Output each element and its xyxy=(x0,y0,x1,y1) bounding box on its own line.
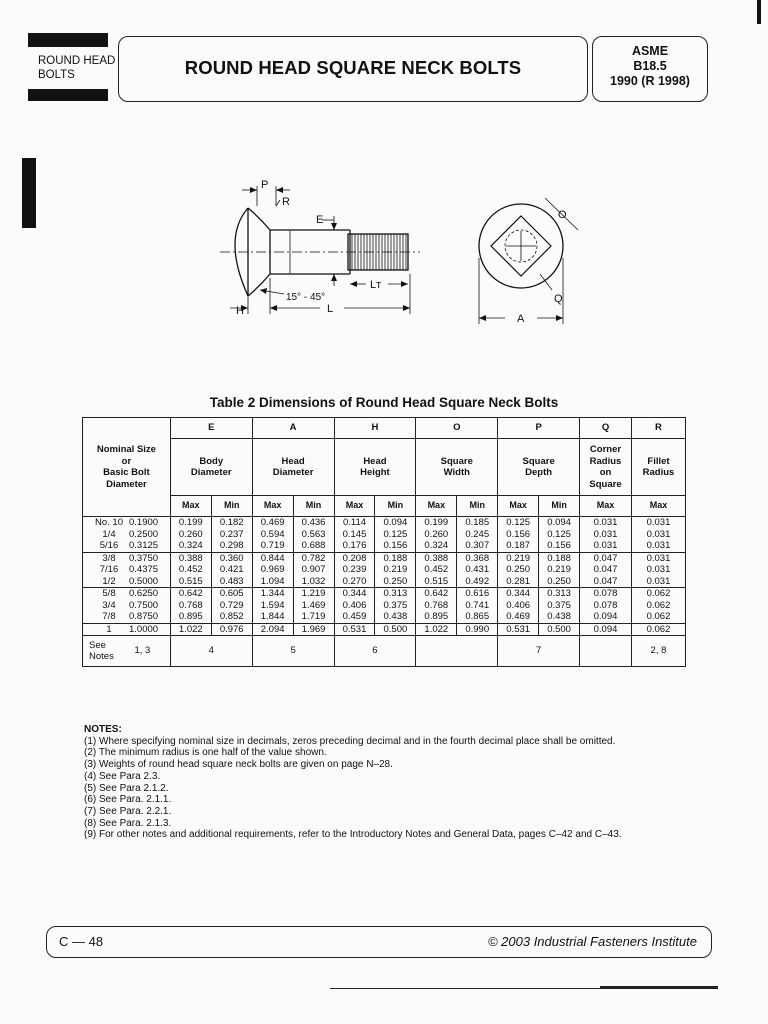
cell-value: 0.324 xyxy=(424,540,449,551)
nominal-size-cell xyxy=(83,588,171,624)
footer-rule-thick xyxy=(600,986,718,989)
cell-value: 0.594 xyxy=(260,528,285,540)
cell-value: 0.515 xyxy=(178,575,203,587)
header-bar-top xyxy=(28,33,108,47)
note-item: (5) See Para 2.1.2. xyxy=(84,782,169,794)
cell-value: 1.969 xyxy=(301,623,326,635)
cell-a-min xyxy=(293,623,334,636)
nominal-size-fraction: 1/2 xyxy=(102,575,116,587)
col-letter-r: R xyxy=(631,418,685,439)
nominal-size-header: Nominal Size or Basic Bolt Diameter xyxy=(83,418,171,517)
nominal-size-fraction: 1 xyxy=(106,623,112,635)
cell-value: 0.114 xyxy=(342,517,367,528)
col-desc-o: Square Width xyxy=(416,439,498,496)
see-notes-p: 7 xyxy=(498,636,580,667)
nominal-size-decimal: 0.1900 xyxy=(129,517,159,528)
note-item: (9) For other notes and additional requirements, refer to the Introductory Notes and General Data, pages C–42 and C–43. xyxy=(84,829,622,841)
col-desc-a: Head Diameter xyxy=(252,439,334,496)
cell-value: 0.298 xyxy=(219,540,244,551)
cell-value: 0.768 xyxy=(424,599,449,611)
nominal-size-fraction: 1/4 xyxy=(102,528,116,540)
nominal-size-fraction: 7/8 xyxy=(102,611,116,622)
category-label xyxy=(38,54,115,82)
header-bar-bottom xyxy=(28,89,108,101)
notes-heading: NOTES: xyxy=(84,724,122,735)
label-e: E xyxy=(316,214,324,226)
note-item: (2) The minimum radius is one half of the value shown. xyxy=(84,747,327,759)
title-box xyxy=(118,36,588,102)
dimensions-table xyxy=(82,417,686,667)
corner-mark xyxy=(757,0,761,24)
cell-p-min xyxy=(539,517,580,553)
cell-value: 0.281 xyxy=(506,575,531,587)
cell-value: 0.094 xyxy=(593,611,618,622)
cell-value: 0.729 xyxy=(219,599,244,611)
cell-value: 0.438 xyxy=(547,611,571,622)
cell-h-min xyxy=(375,517,416,553)
cell-value: 0.260 xyxy=(178,528,203,540)
cell-value: 0.031 xyxy=(646,517,671,528)
cell-value: 0.094 xyxy=(547,517,571,528)
page-number: C — 48 xyxy=(59,934,104,949)
nominal-size-decimal: 1.0000 xyxy=(129,623,159,635)
cell-value: 0.176 xyxy=(342,540,367,551)
cell-e-max xyxy=(170,552,211,588)
cell-value: 0.616 xyxy=(465,588,490,599)
cell-q-max xyxy=(580,623,632,636)
cell-value: 0.500 xyxy=(383,623,408,635)
cell-value: 1.594 xyxy=(260,599,285,611)
cell-value: 0.245 xyxy=(465,528,490,540)
cell-value: 1.022 xyxy=(178,623,203,635)
cell-value: 1.344 xyxy=(260,588,285,599)
category-line-1: ROUND HEAD xyxy=(38,55,116,67)
see-notes-e: 4 xyxy=(170,636,252,667)
cell-o-min xyxy=(457,623,498,636)
cell-value: 0.078 xyxy=(593,588,618,599)
cell-value: 1.469 xyxy=(301,599,326,611)
cell-value: 0.239 xyxy=(342,564,367,575)
cell-value: 0.438 xyxy=(383,611,408,622)
cell-value: 0.421 xyxy=(219,564,244,575)
nominal-size-decimal: 0.5000 xyxy=(129,575,159,587)
cell-value: 0.375 xyxy=(547,599,571,611)
cell-e-max xyxy=(170,623,211,636)
cell-value: 1.844 xyxy=(260,611,285,622)
note-item: (6) See Para. 2.1.1. xyxy=(84,794,172,806)
cell-value: 0.990 xyxy=(465,623,490,635)
cell-value: 0.188 xyxy=(383,552,408,564)
cell-value: 0.031 xyxy=(593,540,618,551)
cell-value: 0.219 xyxy=(506,552,531,564)
cell-h-min xyxy=(375,552,416,588)
cell-value: 0.031 xyxy=(646,552,671,564)
cell-value: 0.388 xyxy=(178,552,203,564)
nominal-size-fraction: 3/4 xyxy=(102,599,116,611)
nominal-size-fraction: No. 10 xyxy=(95,517,123,528)
cell-value: 0.250 xyxy=(506,564,531,575)
cell-h-max xyxy=(334,588,375,624)
col-desc-p: Square Depth xyxy=(498,439,580,496)
cell-o-max xyxy=(416,552,457,588)
cell-e-min xyxy=(211,552,252,588)
nominal-size-decimal: 0.3750 xyxy=(129,552,159,564)
label-h: H xyxy=(236,305,244,317)
cell-value: 0.031 xyxy=(646,540,671,551)
note-item: (4) See Para 2.3. xyxy=(84,770,161,782)
cell-value: 0.125 xyxy=(506,517,531,528)
cell-h-max xyxy=(334,552,375,588)
cell-value: 0.782 xyxy=(301,552,326,564)
cell-a-min xyxy=(293,588,334,624)
col-desc-q: Corner Radius on Square xyxy=(580,439,632,496)
cell-value: 0.125 xyxy=(383,528,408,540)
cell-value: 0.436 xyxy=(301,517,326,528)
cell-a-max xyxy=(252,517,293,553)
col-desc-e: Body Diameter xyxy=(170,439,252,496)
note-item: (1) Where specifying nominal size in decimals, zeros preceding decimal and in the fourth decimal place shall be omitted. xyxy=(84,735,616,747)
nominal-size-cell xyxy=(83,552,171,588)
cell-value: 0.047 xyxy=(593,552,618,564)
cell-value: 0.125 xyxy=(547,528,571,540)
cell-value: 0.188 xyxy=(547,552,571,564)
cell-value: 0.208 xyxy=(342,552,367,564)
standard-line-2: B18.5 xyxy=(633,59,667,73)
cell-value: 0.388 xyxy=(424,552,449,564)
table-header-descriptions xyxy=(83,439,686,496)
cell-value: 0.062 xyxy=(646,599,671,611)
cell-value: 0.270 xyxy=(342,575,367,587)
cell-value: 0.313 xyxy=(383,588,408,599)
cell-a-min xyxy=(293,552,334,588)
label-r: R xyxy=(282,196,290,208)
cell-value: 0.907 xyxy=(301,564,326,575)
cell-value: 0.219 xyxy=(547,564,571,575)
see-notes-r: 2, 8 xyxy=(631,636,685,667)
table-title: Table 2 Dimensions of Round Head Square Neck Bolts xyxy=(209,395,559,410)
cell-value: 0.219 xyxy=(383,564,408,575)
cell-a-max xyxy=(252,552,293,588)
cell-value: 0.237 xyxy=(219,528,244,540)
cell-e-min xyxy=(211,517,252,553)
table-row xyxy=(83,552,686,588)
max-header: Max xyxy=(334,496,375,517)
cell-value: 0.895 xyxy=(178,611,203,622)
cell-value: 0.260 xyxy=(424,528,449,540)
label-q: Q xyxy=(554,293,563,305)
cell-value: 0.469 xyxy=(260,517,285,528)
nominal-size-fraction: 7/16 xyxy=(99,564,119,575)
cell-value: 0.605 xyxy=(219,588,244,599)
cell-value: 0.313 xyxy=(547,588,571,599)
side-tab-mark xyxy=(22,158,36,228)
nominal-size-cell xyxy=(83,517,171,553)
cell-p-max xyxy=(498,517,539,553)
category-line-2: BOLTS xyxy=(38,69,75,81)
cell-value: 0.156 xyxy=(547,540,571,551)
cell-value: 0.199 xyxy=(178,517,203,528)
cell-o-max xyxy=(416,588,457,624)
cell-h-max xyxy=(334,623,375,636)
cell-p-min xyxy=(539,588,580,624)
cell-value: 0.182 xyxy=(219,517,244,528)
max-header: Max xyxy=(416,496,457,517)
cell-e-min xyxy=(211,588,252,624)
cell-r-max xyxy=(631,517,685,553)
cell-value: 0.199 xyxy=(424,517,449,528)
table-row xyxy=(83,623,686,636)
cell-h-max xyxy=(334,517,375,553)
min-header: Min xyxy=(211,496,252,517)
nominal-size-decimal: 0.4375 xyxy=(129,564,159,575)
cell-value: 0.250 xyxy=(383,575,408,587)
cell-value: 0.307 xyxy=(465,540,490,551)
see-notes-label: See Notes 1, 3 xyxy=(83,636,171,667)
cell-value: 0.031 xyxy=(646,575,671,587)
cell-value: 0.719 xyxy=(260,540,285,551)
cell-value: 0.452 xyxy=(178,564,203,575)
see-notes-o xyxy=(416,636,498,667)
cell-value: 0.895 xyxy=(424,611,449,622)
max-header: Max xyxy=(631,496,685,517)
cell-p-max xyxy=(498,552,539,588)
cell-value: 0.360 xyxy=(219,552,244,564)
cell-value: 0.515 xyxy=(424,575,449,587)
label-p: P xyxy=(261,179,269,191)
cell-value: 0.406 xyxy=(506,599,531,611)
cell-value: 0.156 xyxy=(383,540,408,551)
nominal-size-fraction: 5/16 xyxy=(99,540,119,551)
cell-o-min xyxy=(457,552,498,588)
standard-box xyxy=(592,36,708,102)
table-header-maxmin xyxy=(83,496,686,517)
cell-value: 0.368 xyxy=(465,552,490,564)
cell-value: 0.531 xyxy=(342,623,367,635)
note-item: (7) See Para. 2.2.1. xyxy=(84,805,172,817)
cell-value: 0.492 xyxy=(465,575,490,587)
min-header: Min xyxy=(539,496,580,517)
max-header: Max xyxy=(580,496,632,517)
col-letter-h: H xyxy=(334,418,416,439)
cell-value: 0.062 xyxy=(646,623,671,635)
max-header: Max xyxy=(252,496,293,517)
min-header: Min xyxy=(457,496,498,517)
cell-value: 0.047 xyxy=(593,575,618,587)
cell-value: 0.094 xyxy=(383,517,408,528)
max-header: Max xyxy=(498,496,539,517)
cell-e-min xyxy=(211,623,252,636)
cell-value: 0.156 xyxy=(506,528,531,540)
cell-value: 0.406 xyxy=(342,599,367,611)
cell-e-max xyxy=(170,588,211,624)
nominal-size-fraction: 5/8 xyxy=(102,588,116,599)
cell-value: 0.452 xyxy=(424,564,449,575)
cell-r-max xyxy=(631,552,685,588)
see-notes-q xyxy=(580,636,632,667)
cell-value: 0.976 xyxy=(219,623,244,635)
cell-value: 0.375 xyxy=(383,599,408,611)
cell-value: 1.719 xyxy=(301,611,326,622)
cell-e-max xyxy=(170,517,211,553)
cell-value: 1.022 xyxy=(424,623,449,635)
cell-value: 0.047 xyxy=(593,564,618,575)
table-header-letters xyxy=(83,418,686,439)
cell-value: 0.768 xyxy=(178,599,203,611)
nominal-size-decimal: 0.3125 xyxy=(129,540,159,551)
cell-value: 0.078 xyxy=(593,599,618,611)
label-a: A xyxy=(517,313,525,325)
cell-h-min xyxy=(375,623,416,636)
cell-value: 0.094 xyxy=(593,623,618,635)
cell-value: 0.642 xyxy=(178,588,203,599)
cell-value: 0.688 xyxy=(301,540,326,551)
cell-value: 1.032 xyxy=(301,575,326,587)
cell-value: 0.324 xyxy=(178,540,203,551)
cell-value: 0.431 xyxy=(465,564,490,575)
min-header: Min xyxy=(375,496,416,517)
cell-value: 0.852 xyxy=(219,611,244,622)
nominal-size-fraction: 3/8 xyxy=(102,552,116,564)
label-angle: 15° - 45° xyxy=(286,292,326,303)
nominal-size-decimal: 0.2500 xyxy=(129,528,159,540)
col-desc-h: Head Height xyxy=(334,439,416,496)
cell-o-min xyxy=(457,517,498,553)
standard-line-3: 1990 (R 1998) xyxy=(610,74,690,88)
cell-a-min xyxy=(293,517,334,553)
nominal-size-cell xyxy=(83,623,171,636)
cell-o-min xyxy=(457,588,498,624)
cell-value: 0.344 xyxy=(506,588,531,599)
cell-o-max xyxy=(416,623,457,636)
cell-value: 0.250 xyxy=(547,575,571,587)
cell-value: 0.969 xyxy=(260,564,285,575)
cell-q-max xyxy=(580,552,632,588)
col-letter-p: P xyxy=(498,418,580,439)
cell-value: 0.531 xyxy=(506,623,531,635)
page-title: ROUND HEAD SQUARE NECK BOLTS xyxy=(184,57,522,78)
table-row xyxy=(83,588,686,624)
cell-value: 0.741 xyxy=(465,599,490,611)
cell-value: 0.483 xyxy=(219,575,244,587)
table-row xyxy=(83,517,686,553)
note-item: (8) See Para. 2.1.3. xyxy=(84,817,172,829)
col-letter-q: Q xyxy=(580,418,632,439)
cell-p-min xyxy=(539,552,580,588)
cell-value: 0.187 xyxy=(506,540,531,551)
bolt-drawing xyxy=(200,178,600,328)
note-item: (3) Weights of round head square neck bolts are given on page N–28. xyxy=(84,759,393,771)
cell-q-max xyxy=(580,588,632,624)
see-notes-h: 6 xyxy=(334,636,416,667)
cell-a-max xyxy=(252,623,293,636)
cell-p-max xyxy=(498,588,539,624)
cell-value: 0.642 xyxy=(424,588,449,599)
cell-value: 0.031 xyxy=(646,528,671,540)
cell-o-max xyxy=(416,517,457,553)
see-notes-row xyxy=(83,636,686,667)
standard-line-1: ASME xyxy=(631,44,669,58)
notes-section xyxy=(84,724,622,841)
cell-value: 0.031 xyxy=(646,564,671,575)
col-letter-a: A xyxy=(252,418,334,439)
cell-q-max xyxy=(580,517,632,553)
nominal-size-decimal: 0.6250 xyxy=(129,588,159,599)
cell-value: 0.062 xyxy=(646,611,671,622)
label-l: L xyxy=(327,303,334,315)
cell-value: 0.344 xyxy=(342,588,367,599)
cell-p-max xyxy=(498,623,539,636)
see-notes-a: 5 xyxy=(252,636,334,667)
copyright: © 2003 Industrial Fasteners Institute xyxy=(487,934,697,949)
cell-value: 0.062 xyxy=(646,588,671,599)
cell-value: 0.031 xyxy=(593,517,618,528)
cell-value: 0.145 xyxy=(342,528,367,540)
nominal-size-decimal: 0.8750 xyxy=(129,611,159,622)
label-lt: Lᴛ xyxy=(370,279,382,291)
nominal-size-decimal: 0.7500 xyxy=(129,599,159,611)
cell-a-max xyxy=(252,588,293,624)
cell-value: 1.094 xyxy=(260,575,285,587)
cell-r-max xyxy=(631,588,685,624)
cell-value: 0.185 xyxy=(465,517,490,528)
col-letter-o: O xyxy=(416,418,498,439)
label-o: O xyxy=(558,209,567,221)
cell-value: 0.459 xyxy=(342,611,367,622)
cell-h-min xyxy=(375,588,416,624)
cell-value: 0.031 xyxy=(593,528,618,540)
min-header: Min xyxy=(293,496,334,517)
cell-p-min xyxy=(539,623,580,636)
cell-value: 0.865 xyxy=(465,611,490,622)
cell-value: 0.469 xyxy=(506,611,531,622)
cell-value: 0.500 xyxy=(547,623,571,635)
cell-value: 0.563 xyxy=(301,528,326,540)
col-desc-r: Fillet Radius xyxy=(631,439,685,496)
cell-value: 2.094 xyxy=(260,623,285,635)
cell-r-max xyxy=(631,623,685,636)
cell-value: 0.844 xyxy=(260,552,285,564)
cell-value: 1.219 xyxy=(301,588,326,599)
max-header: Max xyxy=(170,496,211,517)
col-letter-e: E xyxy=(170,418,252,439)
footer-box xyxy=(46,926,712,958)
